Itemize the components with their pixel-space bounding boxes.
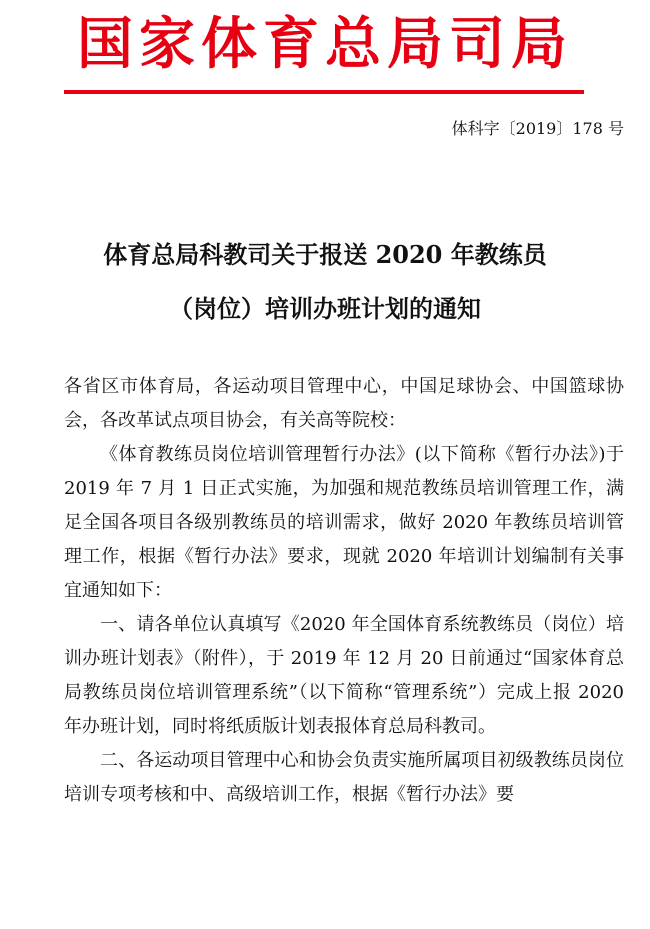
document-title bbox=[0, 228, 650, 336]
letterhead-org-name: 国家体育总局司局 bbox=[77, 11, 573, 77]
paragraph-1: 《体育教练员岗位培训管理暂行办法》(以下简称《暂行办法》)于 2019 年 7 月 1 日正式实施，为加强和规范教练员培训管理工作，满足全国各项目各级别教练员的培训需求，做好 2020 年教练员培训管理工作，根据《暂行办法》要求，现就 2020 年培训计划编制有关事宜通知如下： bbox=[64, 444, 624, 601]
document-body bbox=[64, 370, 624, 812]
letterhead-red-rule bbox=[64, 90, 584, 94]
title-line-2: （岗位）培训办班计划的通知 bbox=[169, 294, 481, 323]
salutation: 各省区市体育局，各运动项目管理中心，中国足球协会、中国篮球协会，各改革试点项目协会，有关高等院校： bbox=[64, 376, 624, 431]
paragraph-2: 一、请各单位认真填写《2020 年全国体育系统教练员（岗位）培训办班计划表》（附件），于 2019 年 12 月 20 日前通过“国家体育总局教练员岗位培训管理系统”（以下简称“管理系统”）完成上报 2020 年办班计划，同时将纸质版计划表报体育总局科教司。 bbox=[64, 614, 624, 737]
title-line-1: 体育总局科教司关于报送 2020 年教练员 bbox=[103, 240, 547, 269]
document-number: 体科字〔2019〕178 号 bbox=[451, 119, 624, 138]
paragraph-3: 二、各运动项目管理中心和协会负责实施所属项目初级教练员岗位培训专项考核和中、高级培训工作，根据《暂行办法》要 bbox=[64, 750, 624, 805]
